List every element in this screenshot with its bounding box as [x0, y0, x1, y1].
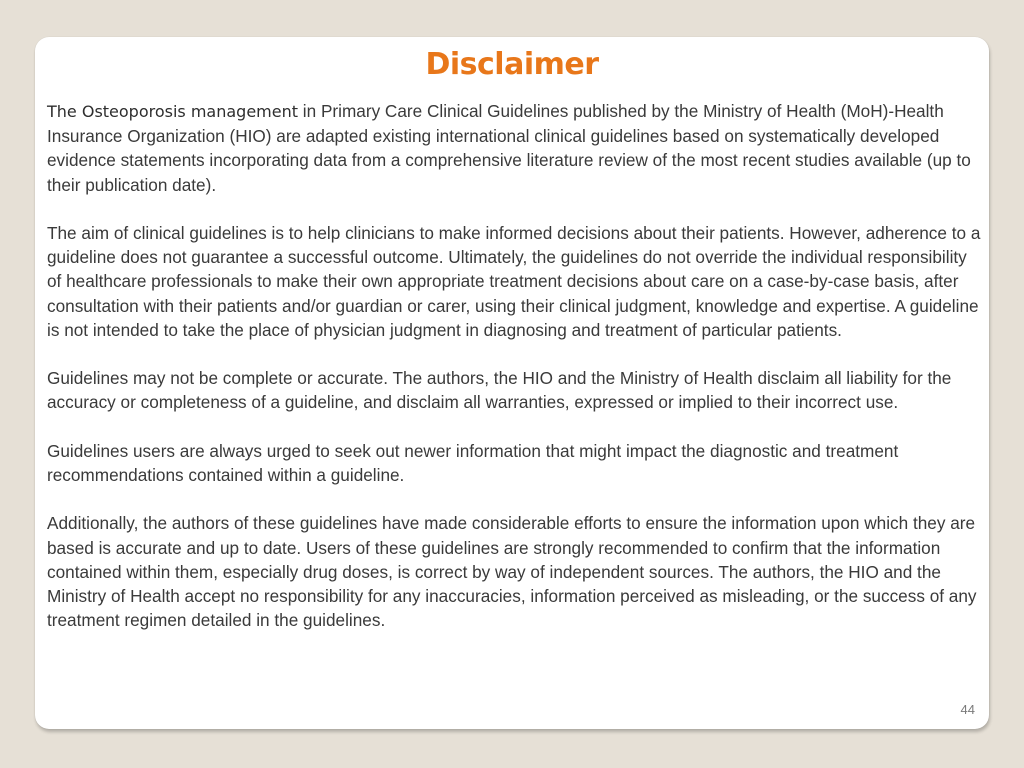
paragraph-2: The aim of clinical guidelines is to help clinicians to make informed decisions about their patients. However, adherence to a guideline does not guarantee a successful outcome. Ultimately, the guidelines do not override the individual responsibility of healthcare professionals to make their own appropriate treatment decisions about care on a case-by-case basis, after consultation with their patients and/or guardian or carer, using their clinical judgment, knowledge and expertise. A guideline is not intended to take the place of physician judgment in diagnosing and treatment of particular patients.	[47, 223, 981, 340]
slide-card	[35, 37, 989, 729]
paragraph-3: Guidelines may not be complete or accurate. The authors, the HIO and the Ministry of Health disclaim all liability for the accuracy or completeness of a guideline, and disclaim all warranties, expressed or implied to their incorrect use.	[47, 368, 952, 413]
paragraph-1-text: in Primary Care Clinical Guidelines published by the Ministry of Health (MoH)-Health Insurance Organization (HIO) are adapted existing international clinical guidelines based on systematically developed evidence statements incorporating data from a comprehensive literature review of the most recent studies available (up to their publication date).	[47, 101, 971, 195]
page-number: 44	[960, 702, 975, 717]
slide-title: Disclaimer	[425, 47, 599, 82]
disclaimer-body	[47, 99, 982, 657]
paragraph-5: Additionally, the authors of these guidelines have made considerable efforts to ensure the information upon which they are based is accurate and up to date. Users of these guidelines are strongly recommended to confirm that the information contained within them, especially drug doses, is correct by way of independent sources. The authors, the HIO and the Ministry of Health accept no responsibility for any inaccuracies, information perceived as misleading, or the success of any treatment regimen detailed in the guidelines.	[47, 513, 977, 631]
paragraph-1-lead: The Osteoporosis management	[47, 102, 299, 121]
paragraph-1	[47, 99, 982, 197]
paragraph-4: Guidelines users are always urged to seek out newer information that might impact the diagnostic and treatment recommendations contained within a guideline.	[47, 440, 899, 485]
